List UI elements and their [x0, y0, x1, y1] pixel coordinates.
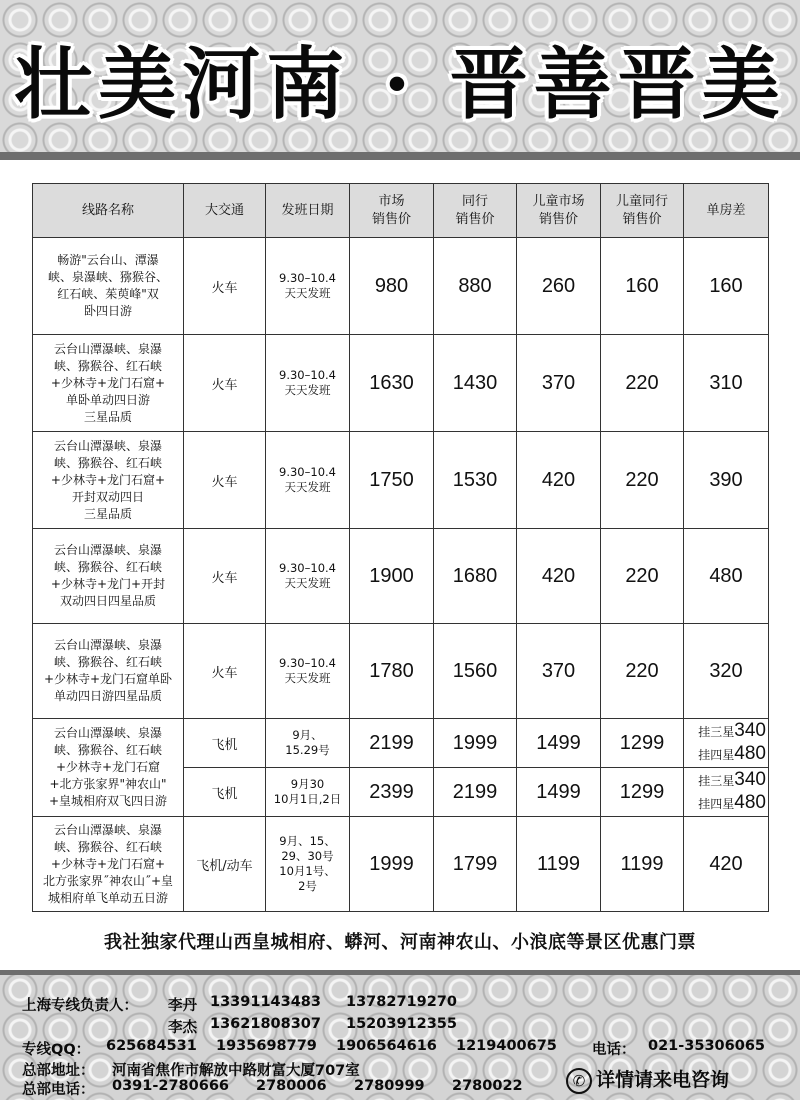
- child-market-price-cell: 1499: [517, 768, 601, 817]
- tier-value: 480: [734, 792, 766, 813]
- table-row: [33, 432, 769, 529]
- route-line: 峡、猕猴谷、红石峡: [53, 455, 162, 470]
- child-peer-price-cell: 220: [601, 529, 684, 624]
- date-cell: [266, 768, 350, 817]
- manager1-phone1[interactable]: 13391143483: [210, 994, 321, 1010]
- peer-price-cell: 1530: [434, 432, 517, 529]
- route-cell: [33, 335, 184, 432]
- hq-phone-4[interactable]: 2780022: [452, 1078, 523, 1094]
- child-market-price-cell: 1199: [517, 817, 601, 912]
- route-line: 单动四日游四星品质: [53, 689, 162, 703]
- single-supplement-cell: 420: [684, 817, 769, 912]
- market-price-cell: 1900: [350, 529, 434, 624]
- single-supplement-cell: 160: [684, 238, 769, 335]
- hq-phone-1[interactable]: 0391-2780666: [112, 1078, 229, 1094]
- date-line: 天天发班: [284, 286, 331, 300]
- manager1-phone2[interactable]: 13782719270: [346, 994, 457, 1010]
- qq-4: 1219400675: [456, 1038, 557, 1054]
- route-line: 三星品质: [83, 409, 132, 424]
- header-market-price: [350, 184, 434, 238]
- route-line: +少林寺+龙门石窟单卧: [43, 672, 173, 686]
- route-line: 单卧单动四日游: [65, 392, 150, 407]
- route-line: +少林寺+龙门+开封: [50, 577, 166, 591]
- address-label: 总部地址：: [22, 1063, 95, 1079]
- date-cell: [266, 624, 350, 719]
- peer-price-cell: 1430: [434, 335, 517, 432]
- transport-cell: 火车: [184, 335, 266, 432]
- manager2-name: 李杰: [168, 1020, 197, 1036]
- date-line: 天天发班: [284, 383, 331, 397]
- child-market-price-cell: 260: [517, 238, 601, 335]
- date-line: 9月30: [290, 777, 325, 791]
- route-line: 卧四日游: [83, 304, 132, 318]
- route-line: 云台山潭瀑峡、泉瀑: [53, 822, 162, 837]
- header-route: 线路名称: [33, 184, 184, 238]
- child-peer-price-cell: 160: [601, 238, 684, 335]
- manager2-phone2[interactable]: 15203912355: [346, 1016, 457, 1032]
- header-peer-price: [434, 184, 517, 238]
- child-peer-price-cell: 1299: [601, 768, 684, 817]
- single-supplement-cell: [684, 768, 769, 817]
- route-line: +少林寺+龙门石窟+: [50, 472, 166, 487]
- date-line: 29、30号: [281, 849, 334, 863]
- footer-contact: [0, 970, 800, 1100]
- date-line: 2号: [298, 879, 317, 893]
- child-market-price-cell: 1499: [517, 719, 601, 768]
- single-supplement-cell: 320: [684, 624, 769, 719]
- route-line: +少林寺+龙门石窟: [55, 760, 161, 774]
- route-line: 峡、猕猴谷、红石峡: [53, 743, 162, 757]
- hq-phone-label: 总部电话：: [22, 1082, 95, 1098]
- route-line: 双动四日四星品质: [59, 594, 156, 608]
- route-line: 云台山潭瀑峡、泉瀑: [53, 341, 162, 356]
- date-cell: [266, 238, 350, 335]
- route-line: 云台山潭瀑峡、泉瀑: [53, 438, 162, 453]
- child-market-price-cell: 370: [517, 335, 601, 432]
- footer-divider: [0, 970, 800, 975]
- header-child-peer-price: [601, 184, 684, 238]
- qq-label: 专线QQ：: [22, 1042, 91, 1058]
- date-cell: [266, 529, 350, 624]
- date-line: 9.30–10.4: [279, 368, 336, 382]
- peer-price-cell: 1680: [434, 529, 517, 624]
- transport-cell: 火车: [184, 238, 266, 335]
- date-line: 9月、: [292, 728, 323, 742]
- tier-label: 挂三星: [698, 725, 735, 739]
- phone-icon: ✆: [566, 1068, 592, 1094]
- single-supplement-cell: [684, 719, 769, 768]
- market-price-cell: 1780: [350, 624, 434, 719]
- route-line: +皇城相府双飞四日游: [48, 794, 168, 808]
- route-line: 红石峡、茱萸峰"双: [57, 287, 159, 301]
- single-supplement-cell: 480: [684, 529, 769, 624]
- header-peer-l2: 销售价: [455, 211, 495, 227]
- tier-value: 480: [734, 743, 766, 764]
- child-peer-price-cell: 220: [601, 335, 684, 432]
- header-single-supplement: 单房差: [684, 184, 769, 238]
- peer-price-cell: 1999: [434, 719, 517, 768]
- single-supplement-cell: 310: [684, 335, 769, 432]
- tier-four-star: [686, 792, 766, 815]
- header-dates: 发班日期: [266, 184, 350, 238]
- transport-cell: 飞机/动车: [184, 817, 266, 912]
- header-child-peer-l1: 儿童同行: [615, 193, 668, 209]
- tier-label: 挂四星: [698, 797, 735, 811]
- date-line: 10月1号、: [279, 864, 336, 878]
- header-peer-l1: 同行: [461, 193, 488, 209]
- tier-four-star: [686, 743, 766, 766]
- market-price-cell: 1999: [350, 817, 434, 912]
- child-peer-price-cell: 220: [601, 432, 684, 529]
- date-line: 天天发班: [284, 480, 331, 494]
- peer-price-cell: 1560: [434, 624, 517, 719]
- header-child-market-l1: 儿童市场: [532, 193, 585, 209]
- transport-cell: 飞机: [184, 768, 266, 817]
- peer-price-cell: 880: [434, 238, 517, 335]
- date-line: 天天发班: [284, 576, 331, 590]
- hq-phone-3[interactable]: 2780999: [354, 1078, 425, 1094]
- market-price-cell: 2199: [350, 719, 434, 768]
- table-row: [33, 238, 769, 335]
- manager2-phone1[interactable]: 13621808307: [210, 1016, 321, 1032]
- header-market-l1: 市场: [378, 193, 405, 209]
- date-cell: [266, 817, 350, 912]
- qq-3: 1906564616: [336, 1038, 437, 1054]
- route-cell: [33, 624, 184, 719]
- tier-value: 340: [734, 769, 766, 790]
- route-cell: [33, 529, 184, 624]
- date-line: 15.29号: [285, 743, 330, 757]
- consult-text: 详情请来电咨询: [596, 1069, 730, 1091]
- route-line: 北方张家界˝神农山˝+皇: [42, 873, 174, 888]
- child-market-price-cell: 420: [517, 432, 601, 529]
- tier-label: 挂三星: [698, 774, 735, 788]
- route-line: 畅游"云台山、潭瀑: [57, 253, 159, 267]
- table-header-row: [33, 184, 769, 238]
- market-price-cell: 1630: [350, 335, 434, 432]
- route-line: 峡、猕猴谷、红石峡: [53, 358, 162, 373]
- date-line: 9.30–10.4: [279, 561, 336, 575]
- route-line: 云台山潭瀑峡、泉瀑: [53, 543, 162, 557]
- address-text: 河南省焦作市解放中路财富大厦707室: [112, 1063, 360, 1079]
- child-market-price-cell: 370: [517, 624, 601, 719]
- transport-cell: 飞机: [184, 719, 266, 768]
- date-line: 天天发班: [284, 671, 331, 685]
- route-line: +北方张家界"神农山": [49, 777, 167, 791]
- date-line: 9.30–10.4: [279, 656, 336, 670]
- route-cell: [33, 817, 184, 912]
- market-price-cell: 980: [350, 238, 434, 335]
- price-table-container: [32, 183, 768, 912]
- header-child-peer-l2: 销售价: [622, 211, 662, 227]
- route-line: 峡、泉瀑峡、猕猴谷、: [47, 270, 168, 284]
- tier-three-star: [686, 720, 766, 743]
- date-line: 9月、15、: [279, 834, 336, 848]
- table-row: [33, 624, 769, 719]
- route-line: +少林寺+龙门石窟+: [50, 856, 166, 871]
- market-price-cell: 1750: [350, 432, 434, 529]
- route-line: 开封双动四日: [71, 489, 144, 504]
- header-divider: [0, 152, 800, 160]
- hq-phone-2[interactable]: 2780006: [256, 1078, 327, 1094]
- route-line: 三星品质: [83, 506, 132, 521]
- table-row: [33, 817, 769, 912]
- tier-three-star: [686, 769, 766, 792]
- tel-label: 电话：: [592, 1042, 636, 1058]
- transport-cell: 火车: [184, 529, 266, 624]
- route-line: 峡、猕猴谷、红石峡: [53, 560, 162, 574]
- qq-1: 625684531: [106, 1038, 197, 1054]
- route-line: 城相府单飞单动五日游: [47, 890, 168, 905]
- table-row: [33, 719, 769, 768]
- child-peer-price-cell: 220: [601, 624, 684, 719]
- table-row: [33, 335, 769, 432]
- manager-label: 上海专线负责人：: [22, 998, 138, 1014]
- route-cell: [33, 432, 184, 529]
- route-line: +少林寺+龙门石窟+: [50, 375, 166, 390]
- child-peer-price-cell: 1299: [601, 719, 684, 768]
- single-supplement-cell: 390: [684, 432, 769, 529]
- route-cell: [33, 719, 184, 817]
- transport-cell: 火车: [184, 432, 266, 529]
- child-market-price-cell: 420: [517, 529, 601, 624]
- date-line: 9.30–10.4: [279, 271, 336, 285]
- child-peer-price-cell: 1199: [601, 817, 684, 912]
- consult-callout: [566, 1065, 729, 1094]
- date-cell: [266, 432, 350, 529]
- header-market-l2: 销售价: [371, 211, 411, 227]
- qq-2: 1935698779: [216, 1038, 317, 1054]
- price-table: [32, 183, 769, 912]
- market-price-cell: 2399: [350, 768, 434, 817]
- tier-value: 340: [734, 720, 766, 741]
- peer-price-cell: 1799: [434, 817, 517, 912]
- date-line: 10月1日,2日: [273, 792, 342, 806]
- route-line: 峡、猕猴谷、红石峡: [53, 655, 162, 669]
- ticket-notice: 我社独家代理山西皇城相府、蟒河、河南神农山、小浪底等景区优惠门票: [104, 932, 696, 953]
- route-cell: [33, 238, 184, 335]
- date-cell: [266, 335, 350, 432]
- route-line: 峡、猕猴谷、红石峡: [53, 839, 162, 854]
- header-transport: 大交通: [184, 184, 266, 238]
- header-banner: [0, 0, 800, 160]
- tier-label: 挂四星: [698, 748, 735, 762]
- header-child-market-price: [517, 184, 601, 238]
- date-line: 9.30–10.4: [279, 465, 336, 479]
- tel-number[interactable]: 021-35306065: [648, 1038, 765, 1054]
- manager1-name: 李丹: [168, 998, 197, 1014]
- peer-price-cell: 2199: [434, 768, 517, 817]
- transport-cell: 火车: [184, 624, 266, 719]
- page-title: 壮美河南 · 晋善晋美: [14, 39, 786, 130]
- header-child-market-l2: 销售价: [538, 211, 578, 227]
- route-line: 云台山潭瀑峡、泉瀑: [53, 638, 162, 652]
- table-row: [33, 529, 769, 624]
- route-line: 云台山潭瀑峡、泉瀑: [53, 726, 162, 740]
- date-cell: [266, 719, 350, 768]
